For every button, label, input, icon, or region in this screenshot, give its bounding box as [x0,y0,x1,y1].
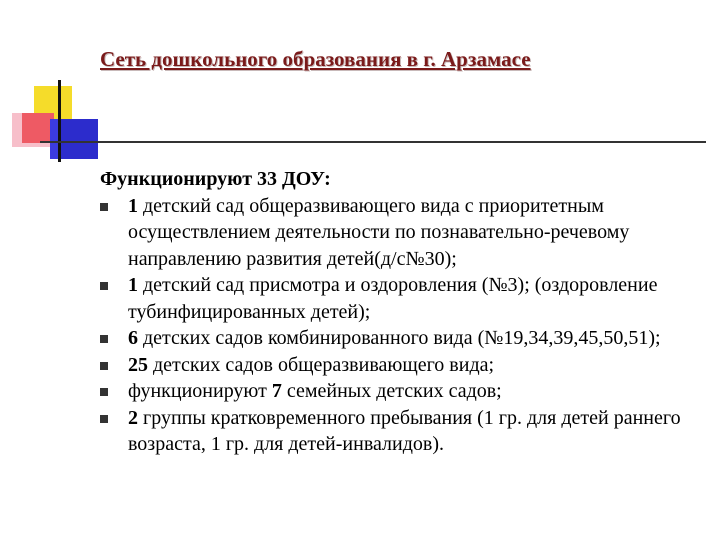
square-bullet-icon [100,415,108,423]
list-item [100,325,700,352]
decor-blue-shade [60,119,98,159]
intro-text: Функционируют 33 ДОУ: [100,168,331,190]
item-text: детских садов общеразвивающего вида; [148,353,495,376]
item-prefix: функционируют [128,380,272,402]
item-count: 1 [128,274,138,296]
bullet-list [100,193,700,458]
item-count: 7 [271,380,282,402]
item-text: детский сад присмотра и оздоровления (№3); (оздоровление тубинфицированных детей); [128,274,658,323]
item-count: 2 [128,406,138,429]
item-text: детских садов комбинированного вида (№19,34,39,45,50,51); [138,327,661,349]
title-divider [40,141,706,143]
square-bullet-icon [100,362,108,370]
square-bullet-icon [100,388,108,396]
slide-content [100,166,700,458]
item-text: детский сад общеразвивающего вида с приоритетным осуществлением деятельности по познавательно-речевому направлению развития детей(д/с№30); [128,194,630,270]
list-item [100,378,700,405]
square-bullet-icon [100,335,108,343]
item-count: 6 [128,327,138,349]
item-text: семейных детских садов; [281,380,502,402]
slide-title: Сеть дошкольного образования в г. Арзамасе [100,47,531,71]
list-item [100,272,700,325]
square-bullet-icon [100,282,108,290]
list-item [100,352,700,379]
square-bullet-icon [100,203,108,211]
item-count: 1 [128,194,138,217]
decor-vertical-line [58,80,61,162]
item-count: 25 [128,353,148,376]
list-item [100,193,700,273]
item-text: группы кратковременного пребывания (1 гр. для детей раннего возраста, 1 гр. для детей-инвалидов). [128,406,681,455]
list-item [100,405,700,458]
